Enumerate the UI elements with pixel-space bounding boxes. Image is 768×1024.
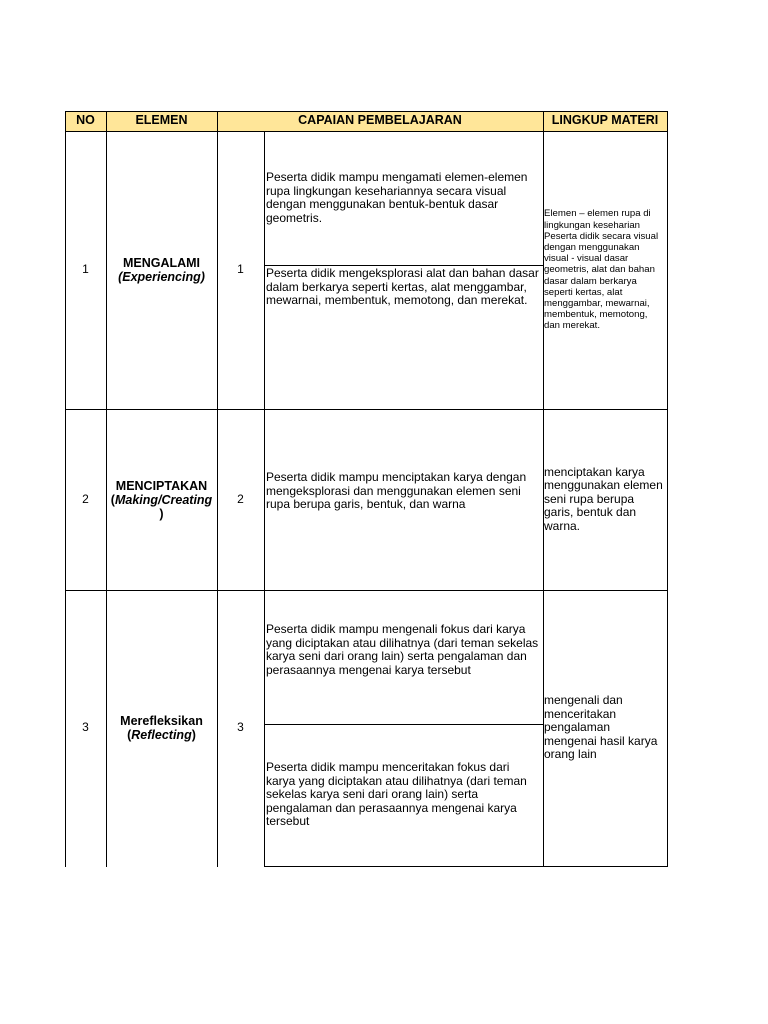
row-3-lingkup: mengenali dan menceritakan pengalaman mengenai hasil karya orang lain bbox=[544, 693, 658, 762]
row-2-elemen-en-line: (Making/Creating bbox=[110, 492, 213, 507]
row-2-capaian-1: Peserta didik mampu menciptakan karya dengan mengeksplorasi dan menggunakan elemen seni rupa berupa garis, bentuk, dan warna bbox=[266, 470, 527, 511]
header-capaian: CAPAIAN PEMBELAJARAN bbox=[217, 111, 543, 131]
row-3-no: 3 bbox=[82, 720, 89, 735]
row-3-capaian-1: Peserta didik mampu mengenali fokus dari karya yang diciptakan atau dilihatnya (dari teman sekelas karya seni dari orang lain) serta pengalaman dan perasaannya mengenai karya tersebut bbox=[266, 622, 539, 677]
row-1-lingkup: Elemen – elemen rupa di lingkungan keseharian Peserta didik secara visual dengan menggunakan visual - visual dasar geometris, alat dan bahan dasar dalam berkarya seperti kertas, alat menggambar, mewarnai, membentuk, memotong, dan merekat. bbox=[544, 208, 659, 332]
row-2-elemen bbox=[106, 409, 217, 590]
row-1-no: 1 bbox=[82, 262, 89, 277]
line-col-capaian bbox=[543, 111, 544, 867]
line-top bbox=[65, 111, 668, 112]
row-2-elemen-name: MENCIPTAKAN bbox=[115, 478, 208, 493]
line-col-right bbox=[667, 111, 668, 867]
row-1-capaian-2: Peserta didik mengeksplorasi alat dan bahan dasar dalam berkarya seperti kertas, alat menggambar, mewarnai, membentuk, memotong, dan merekat. bbox=[266, 266, 539, 307]
row-3-elemen bbox=[106, 590, 217, 866]
header-lingkup: LINGKUP MATERI bbox=[543, 111, 667, 131]
line-row1-split bbox=[264, 265, 543, 266]
line-row2-bottom bbox=[65, 590, 668, 591]
line-row3-split bbox=[264, 724, 543, 725]
row-1-subno: 1 bbox=[237, 262, 244, 277]
row-1-elemen bbox=[106, 131, 217, 409]
row-2-elemen-en: Making/Creating bbox=[114, 492, 213, 507]
row-2-subno: 2 bbox=[237, 491, 244, 506]
row-3-elemen-name: Merefleksikan bbox=[120, 714, 203, 728]
row-2-elemen-en-suffix: ) bbox=[159, 506, 164, 521]
row-3-elemen-en-line: (Reflecting) bbox=[127, 728, 196, 742]
row-3-capaian-2: Peserta didik mampu menceritakan fokus dari karya yang diciptakan atau dilihatnya (dari teman sekelas karya seni dari orang lain) serta pengalaman dan perasaannya mengenai karya tersebut bbox=[266, 760, 527, 828]
line-col-left bbox=[65, 111, 66, 867]
row-1-elemen-name: MENGALAMI bbox=[122, 256, 201, 270]
row-2-lingkup: menciptakan karya menggunakan elemen seni rupa berupa garis, bentuk dan warna. bbox=[544, 464, 663, 533]
line-row3-bottom bbox=[264, 866, 668, 867]
row-2-no: 2 bbox=[82, 491, 89, 506]
line-header-bottom bbox=[65, 131, 668, 132]
row-1-capaian-1: Peserta didik mampu mengamati elemen-elemen rupa lingkungan kesehariannya secara visual dengan menggunakan bentuk-bentuk dasar geometris. bbox=[266, 170, 528, 225]
header-no: NO bbox=[65, 111, 106, 131]
header-elemen: ELEMEN bbox=[106, 111, 217, 131]
row-3-elemen-en: Reflecting bbox=[131, 728, 192, 742]
line-row1-bottom bbox=[65, 409, 668, 410]
line-col-no bbox=[106, 111, 107, 867]
line-col-subno bbox=[264, 131, 265, 867]
row-3-subno: 3 bbox=[237, 720, 244, 735]
row-1-elemen-en: (Experiencing) bbox=[118, 270, 205, 284]
line-col-elemen bbox=[217, 111, 218, 867]
